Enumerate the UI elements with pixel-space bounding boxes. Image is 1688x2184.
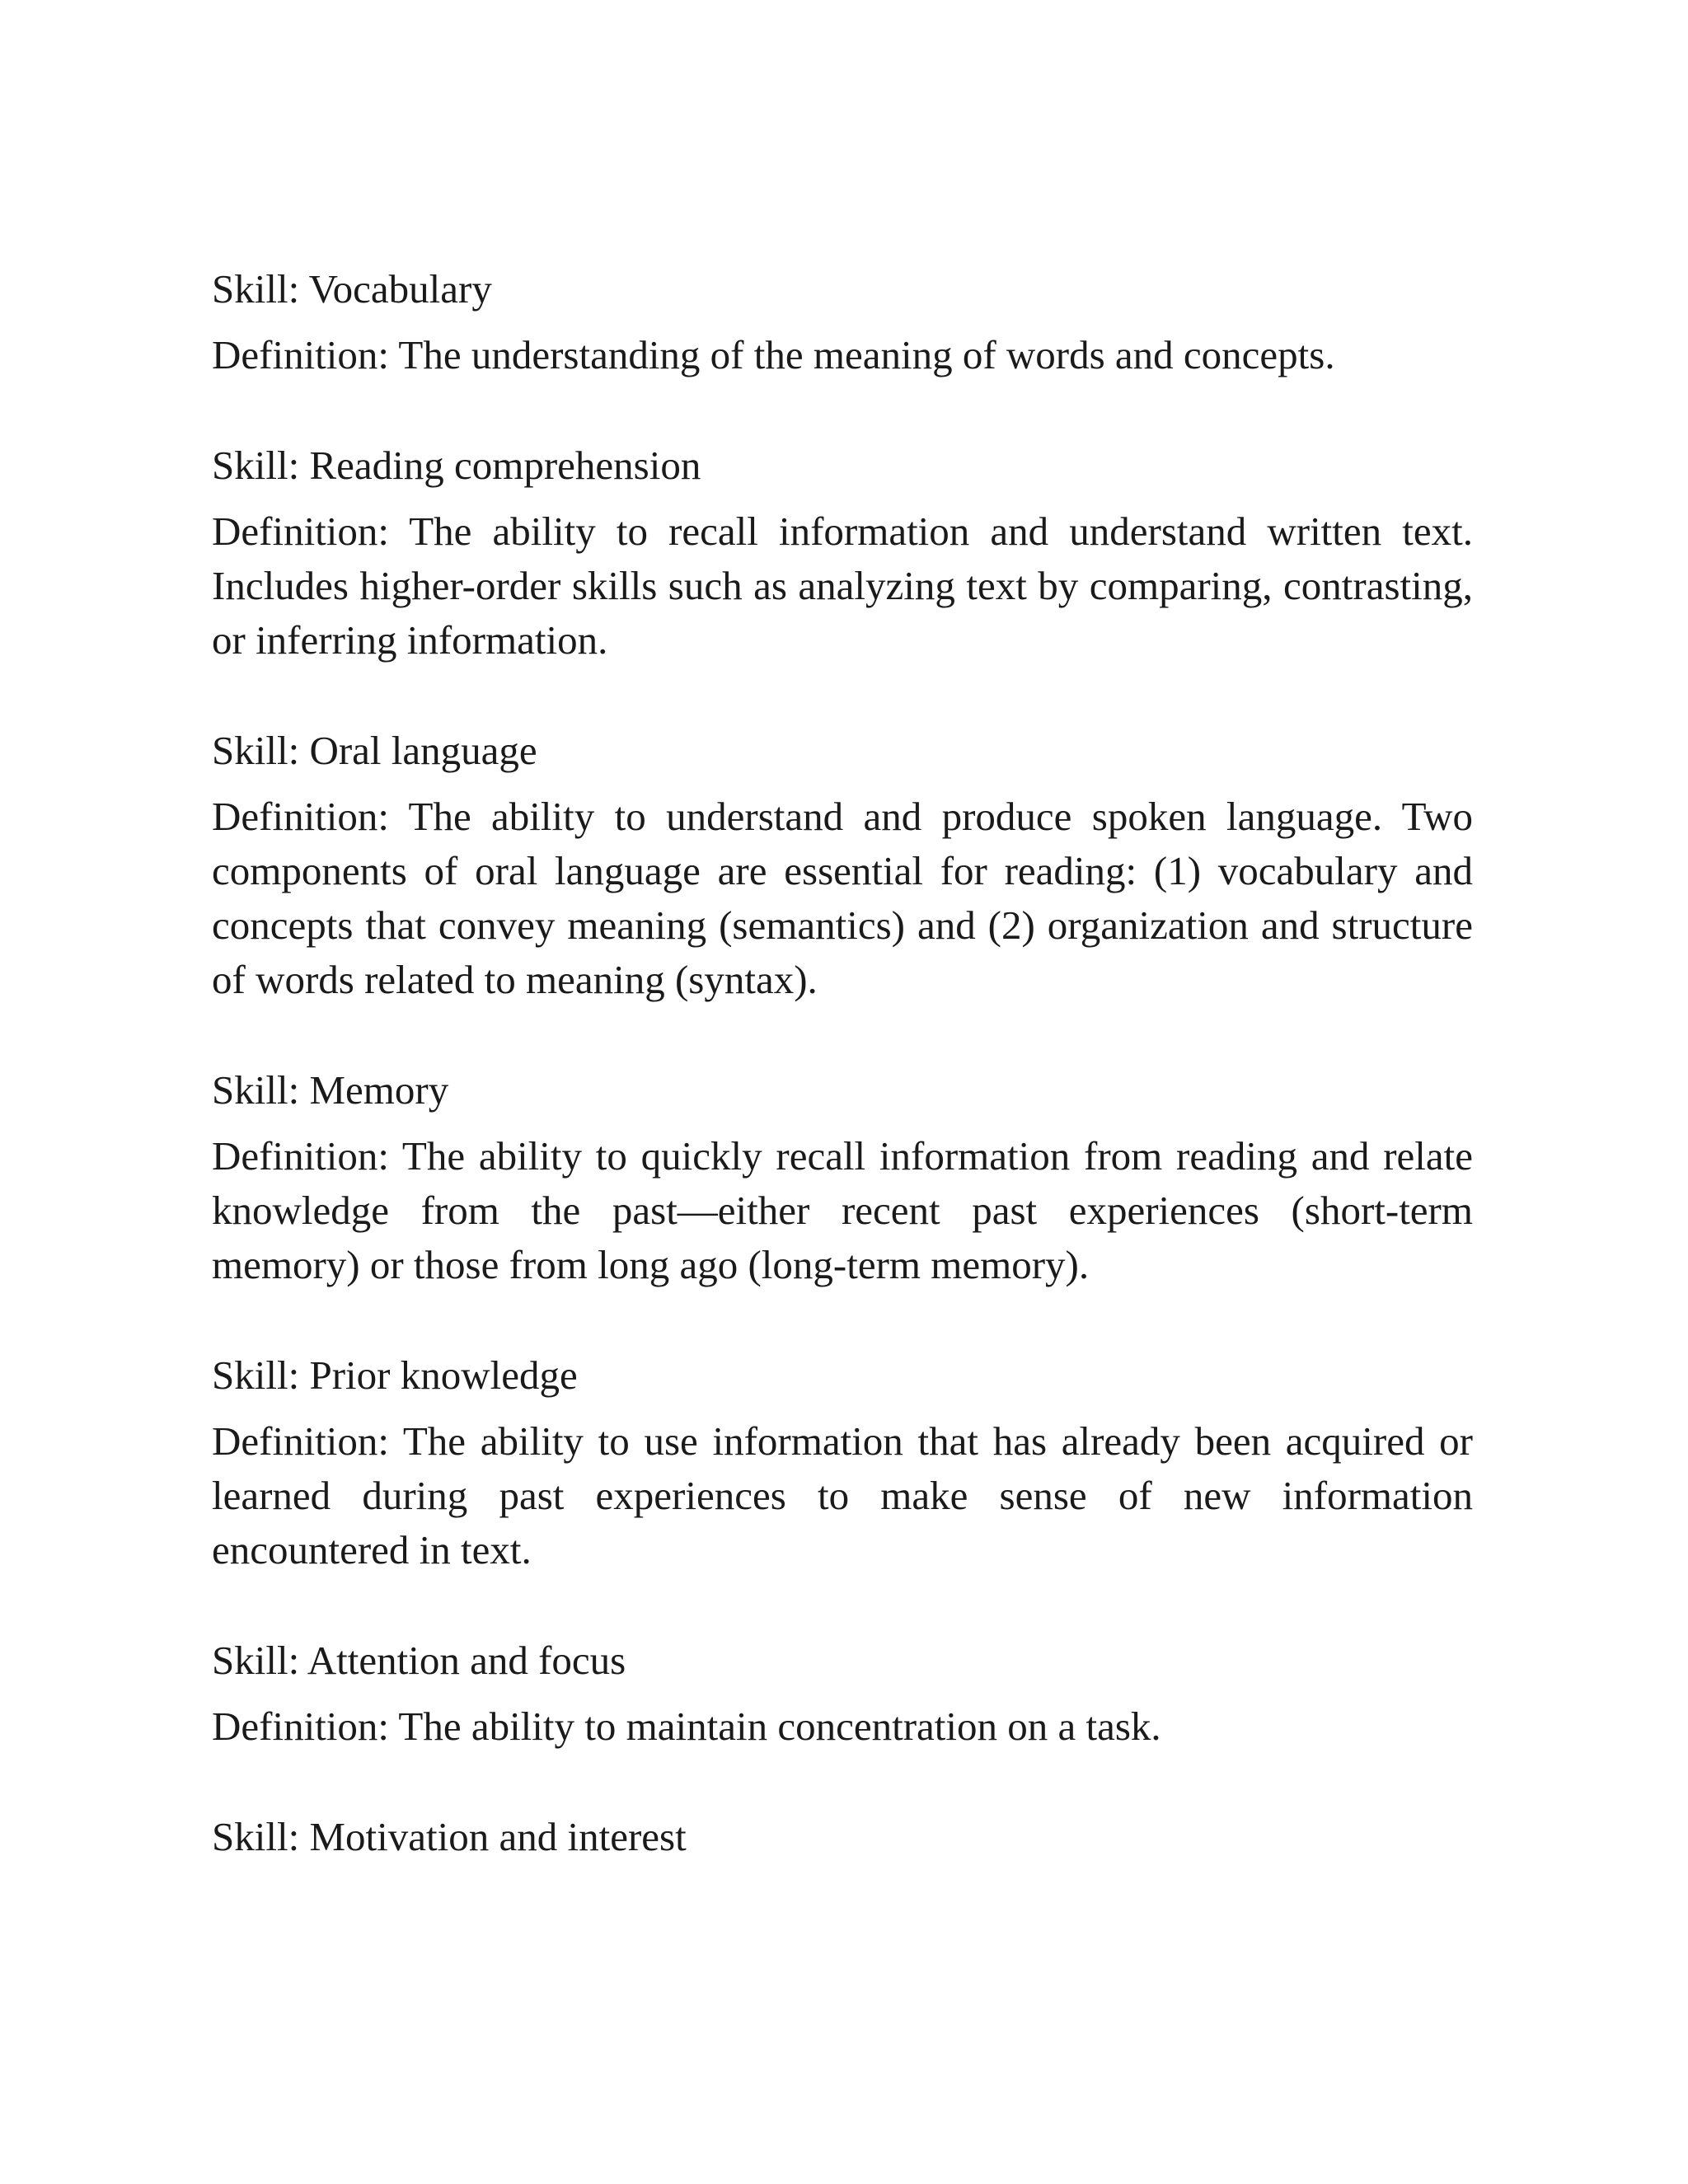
skill-heading: Skill: Vocabulary	[212, 266, 492, 312]
skill-definition: Definition: The ability to maintain concentration on a task.	[212, 1704, 1161, 1749]
skill-heading: Skill: Reading comprehension	[212, 443, 701, 488]
skill-definition: Definition: The ability to quickly recall information from reading and relate knowledge from the past—either recent past experiences (short-term memory) or those from long ago (long-term memory).	[212, 1133, 1473, 1287]
skill-entry-oral-language	[212, 724, 1473, 1007]
skill-entry-memory	[212, 1063, 1473, 1292]
skill-entry-prior-knowledge	[212, 1348, 1473, 1577]
skill-heading: Skill: Oral language	[212, 728, 537, 773]
skill-heading: Skill: Prior knowledge	[212, 1352, 578, 1398]
document-page	[212, 262, 1473, 1920]
skill-definition: Definition: The understanding of the meaning of words and concepts.	[212, 332, 1335, 377]
skill-definition: Definition: The ability to recall information and understand written text. Includes higher-order skills such as analyzing text by comparing, contrasting, or inferring information.	[212, 509, 1473, 663]
skill-heading: Skill: Motivation and interest	[212, 1814, 687, 1859]
skill-entry-motivation-and-interest	[212, 1810, 1473, 1864]
skill-heading: Skill: Attention and focus	[212, 1638, 626, 1683]
skill-heading: Skill: Memory	[212, 1067, 449, 1113]
skill-entry-attention-and-focus	[212, 1633, 1473, 1754]
skill-definition: Definition: The ability to use information that has already been acquired or learned during past experiences to make sense of new information encountered in text.	[212, 1418, 1473, 1572]
skill-definition: Definition: The ability to understand and produce spoken language. Two components of oral language are essential for reading: (1) vocabulary and concepts that convey meaning (semantics) and (2) organization and structure of words related to meaning (syntax).	[212, 794, 1473, 1002]
skill-entry-reading-comprehension	[212, 438, 1473, 668]
skill-entry-vocabulary	[212, 262, 1473, 382]
